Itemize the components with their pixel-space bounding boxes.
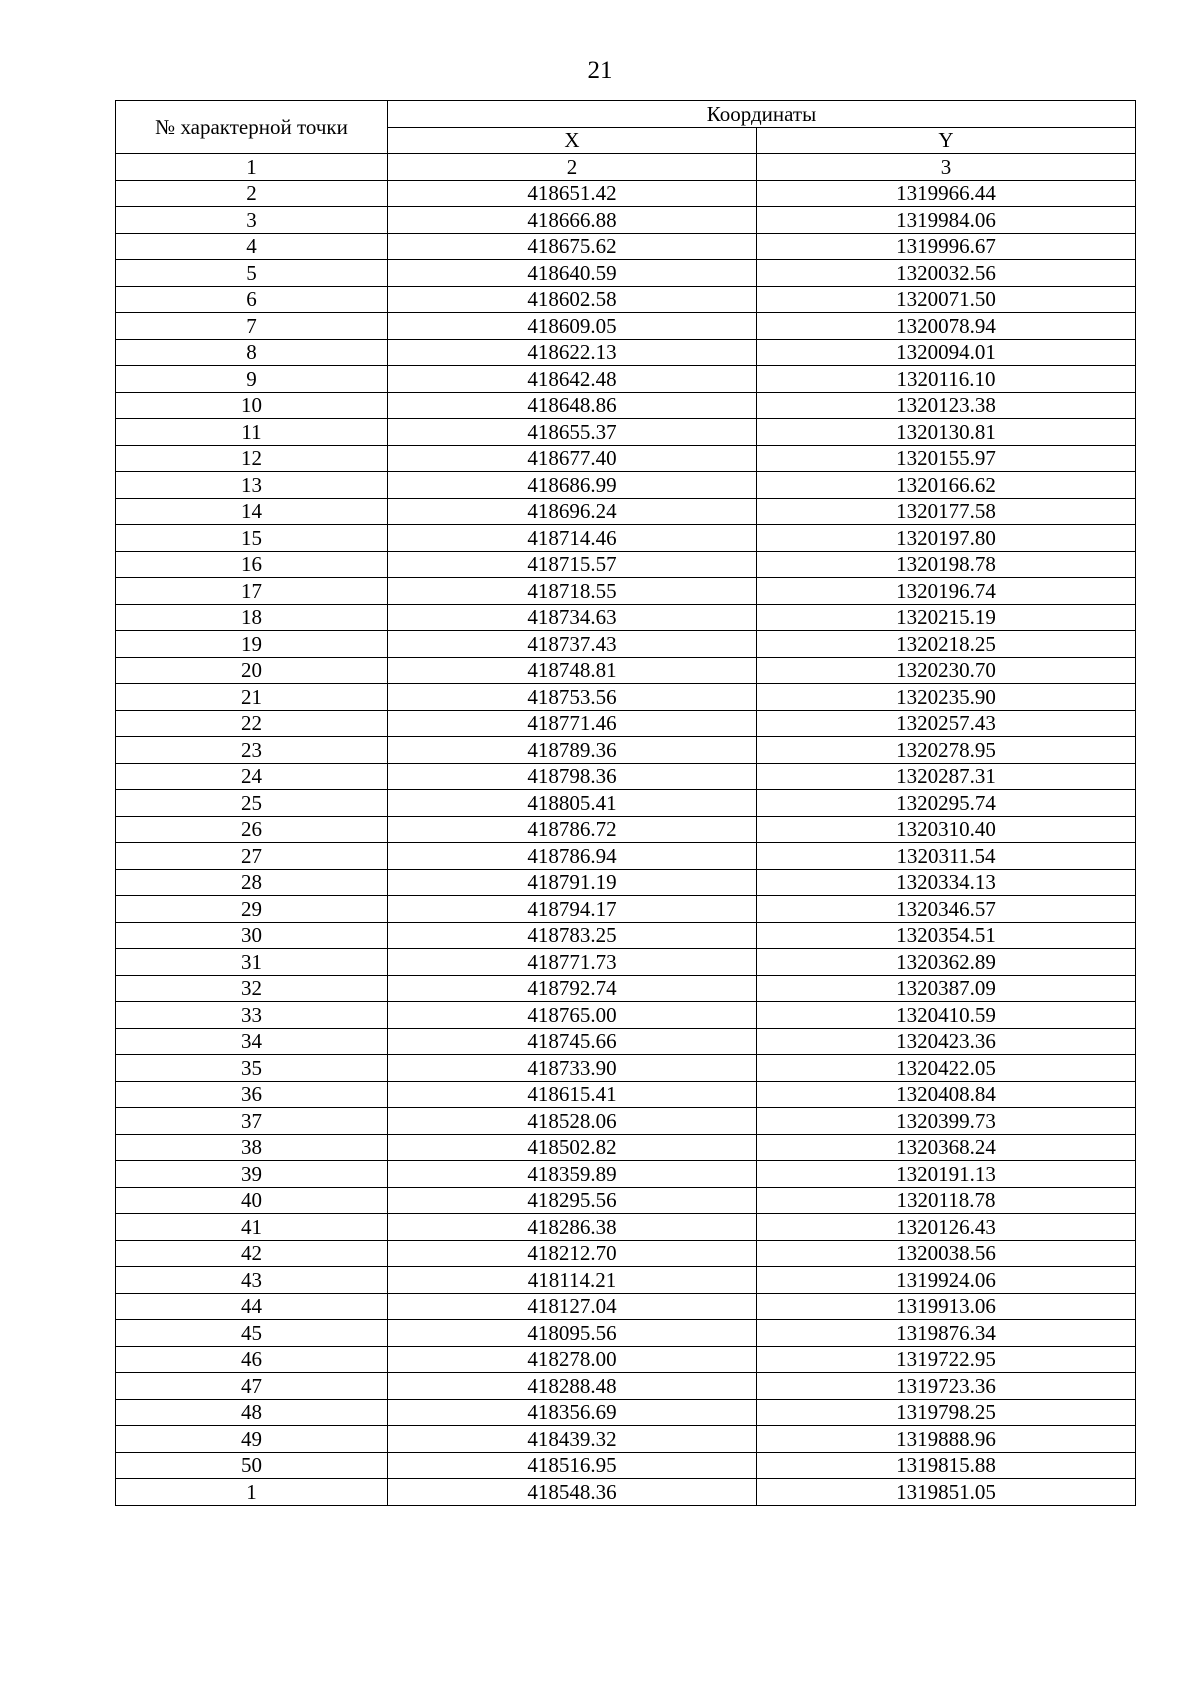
x-coordinate-cell: 418771.73 <box>388 949 757 976</box>
table-row <box>116 1240 1136 1267</box>
x-coordinate-cell: 418786.94 <box>388 843 757 870</box>
table-row <box>116 419 1136 446</box>
table-row <box>116 975 1136 1002</box>
point-number-cell: 39 <box>116 1161 388 1188</box>
point-number-cell: 9 <box>116 366 388 393</box>
x-coordinate-cell: 418295.56 <box>388 1187 757 1214</box>
y-coordinate-cell: 1320423.36 <box>757 1028 1136 1055</box>
table-row <box>116 790 1136 817</box>
table-row <box>116 657 1136 684</box>
y-coordinate-cell: 1320287.31 <box>757 763 1136 790</box>
x-coordinate-cell: 418798.36 <box>388 763 757 790</box>
x-coordinate-cell: 418696.24 <box>388 498 757 525</box>
y-coordinate-cell: 1320230.70 <box>757 657 1136 684</box>
table-row <box>116 922 1136 949</box>
y-coordinate-cell: 1319996.67 <box>757 233 1136 260</box>
point-number-cell: 10 <box>116 392 388 419</box>
point-number-cell: 46 <box>116 1346 388 1373</box>
table-row <box>116 233 1136 260</box>
y-coordinate-cell: 1319888.96 <box>757 1426 1136 1453</box>
x-coordinate-cell: 418786.72 <box>388 816 757 843</box>
y-coordinate-cell: 1320118.78 <box>757 1187 1136 1214</box>
y-coordinate-cell: 1320032.56 <box>757 260 1136 287</box>
table-row <box>116 949 1136 976</box>
y-coordinate-cell: 1320123.38 <box>757 392 1136 419</box>
x-coordinate-cell: 418715.57 <box>388 551 757 578</box>
table-row <box>116 551 1136 578</box>
y-coordinate-cell: 1320368.24 <box>757 1134 1136 1161</box>
point-number-cell: 14 <box>116 498 388 525</box>
table-row <box>116 1161 1136 1188</box>
table-row <box>116 445 1136 472</box>
table-row <box>116 604 1136 631</box>
point-number-cell: 21 <box>116 684 388 711</box>
table-row <box>116 1293 1136 1320</box>
y-coordinate-cell: 1320197.80 <box>757 525 1136 552</box>
y-coordinate-cell: 1320295.74 <box>757 790 1136 817</box>
column-numbers-row <box>116 154 1136 181</box>
point-number-cell: 49 <box>116 1426 388 1453</box>
y-coordinate-cell: 1320387.09 <box>757 975 1136 1002</box>
y-coordinate-cell: 1320362.89 <box>757 949 1136 976</box>
point-number-cell: 38 <box>116 1134 388 1161</box>
point-number-cell: 6 <box>116 286 388 313</box>
point-number-cell: 32 <box>116 975 388 1002</box>
point-number-cell: 23 <box>116 737 388 764</box>
table-row <box>116 631 1136 658</box>
point-number-cell: 25 <box>116 790 388 817</box>
x-coordinate-cell: 418651.42 <box>388 180 757 207</box>
point-number-cell: 13 <box>116 472 388 499</box>
point-number-cell: 15 <box>116 525 388 552</box>
column-number: 1 <box>116 154 388 181</box>
point-number-cell: 28 <box>116 869 388 896</box>
point-number-cell: 3 <box>116 207 388 234</box>
point-number-cell: 42 <box>116 1240 388 1267</box>
table-body <box>116 180 1136 1505</box>
x-coordinate-cell: 418765.00 <box>388 1002 757 1029</box>
point-number-cell: 31 <box>116 949 388 976</box>
table-row <box>116 1214 1136 1241</box>
y-coordinate-cell: 1320038.56 <box>757 1240 1136 1267</box>
y-coordinate-cell: 1320166.62 <box>757 472 1136 499</box>
point-number-cell: 8 <box>116 339 388 366</box>
y-coordinate-cell: 1320346.57 <box>757 896 1136 923</box>
x-coordinate-cell: 418677.40 <box>388 445 757 472</box>
x-coordinate-cell: 418622.13 <box>388 339 757 366</box>
table-row <box>116 286 1136 313</box>
table-row <box>116 1479 1136 1506</box>
point-number-cell: 20 <box>116 657 388 684</box>
point-number-cell: 17 <box>116 578 388 605</box>
table-row <box>116 869 1136 896</box>
table-row <box>116 472 1136 499</box>
point-number-cell: 7 <box>116 313 388 340</box>
table-row <box>116 1028 1136 1055</box>
y-coordinate-cell: 1320278.95 <box>757 737 1136 764</box>
y-coordinate-cell: 1320126.43 <box>757 1214 1136 1241</box>
point-number-cell: 33 <box>116 1002 388 1029</box>
y-coordinate-cell: 1320078.94 <box>757 313 1136 340</box>
table-row <box>116 1452 1136 1479</box>
point-number-cell: 35 <box>116 1055 388 1082</box>
table-row <box>116 1373 1136 1400</box>
point-number-cell: 50 <box>116 1452 388 1479</box>
y-coordinate-cell: 1320408.84 <box>757 1081 1136 1108</box>
x-coordinate-cell: 418805.41 <box>388 790 757 817</box>
x-coordinate-cell: 418615.41 <box>388 1081 757 1108</box>
table-row <box>116 260 1136 287</box>
x-coordinate-cell: 418548.36 <box>388 1479 757 1506</box>
x-coordinate-cell: 418686.99 <box>388 472 757 499</box>
y-coordinate-cell: 1319722.95 <box>757 1346 1136 1373</box>
point-number-cell: 11 <box>116 419 388 446</box>
y-coordinate-cell: 1319798.25 <box>757 1399 1136 1426</box>
point-number-cell: 24 <box>116 763 388 790</box>
y-header: Y <box>757 127 1136 154</box>
x-coordinate-cell: 418516.95 <box>388 1452 757 1479</box>
table-row <box>116 1267 1136 1294</box>
x-coordinate-cell: 418753.56 <box>388 684 757 711</box>
y-coordinate-cell: 1320311.54 <box>757 843 1136 870</box>
table-row <box>116 180 1136 207</box>
table-row <box>116 710 1136 737</box>
x-coordinate-cell: 418288.48 <box>388 1373 757 1400</box>
x-coordinate-cell: 418783.25 <box>388 922 757 949</box>
x-coordinate-cell: 418791.19 <box>388 869 757 896</box>
x-header: X <box>388 127 757 154</box>
x-coordinate-cell: 418502.82 <box>388 1134 757 1161</box>
table-row <box>116 1134 1136 1161</box>
x-coordinate-cell: 418789.36 <box>388 737 757 764</box>
table-row <box>116 1055 1136 1082</box>
table-row <box>116 578 1136 605</box>
point-number-cell: 43 <box>116 1267 388 1294</box>
point-number-cell: 47 <box>116 1373 388 1400</box>
x-coordinate-cell: 418359.89 <box>388 1161 757 1188</box>
point-number-cell: 27 <box>116 843 388 870</box>
table-row <box>116 1426 1136 1453</box>
point-number-cell: 48 <box>116 1399 388 1426</box>
point-number-cell: 18 <box>116 604 388 631</box>
x-coordinate-cell: 418356.69 <box>388 1399 757 1426</box>
y-coordinate-cell: 1320198.78 <box>757 551 1136 578</box>
y-coordinate-cell: 1320116.10 <box>757 366 1136 393</box>
y-coordinate-cell: 1320177.58 <box>757 498 1136 525</box>
x-coordinate-cell: 418648.86 <box>388 392 757 419</box>
x-coordinate-cell: 418714.46 <box>388 525 757 552</box>
table-row <box>116 1081 1136 1108</box>
x-coordinate-cell: 418278.00 <box>388 1346 757 1373</box>
x-coordinate-cell: 418771.46 <box>388 710 757 737</box>
y-coordinate-cell: 1320094.01 <box>757 339 1136 366</box>
x-coordinate-cell: 418127.04 <box>388 1293 757 1320</box>
x-coordinate-cell: 418528.06 <box>388 1108 757 1135</box>
y-coordinate-cell: 1320422.05 <box>757 1055 1136 1082</box>
x-coordinate-cell: 418640.59 <box>388 260 757 287</box>
table-row <box>116 366 1136 393</box>
table-row <box>116 763 1136 790</box>
y-coordinate-cell: 1320257.43 <box>757 710 1136 737</box>
point-number-cell: 30 <box>116 922 388 949</box>
y-coordinate-cell: 1319966.44 <box>757 180 1136 207</box>
table-row <box>116 1346 1136 1373</box>
point-number-cell: 34 <box>116 1028 388 1055</box>
table-row <box>116 1108 1136 1135</box>
y-coordinate-cell: 1320196.74 <box>757 578 1136 605</box>
x-coordinate-cell: 418655.37 <box>388 419 757 446</box>
x-coordinate-cell: 418794.17 <box>388 896 757 923</box>
x-coordinate-cell: 418642.48 <box>388 366 757 393</box>
y-coordinate-cell: 1319815.88 <box>757 1452 1136 1479</box>
point-number-cell: 4 <box>116 233 388 260</box>
point-number-cell: 26 <box>116 816 388 843</box>
table-row <box>116 737 1136 764</box>
x-coordinate-cell: 418734.63 <box>388 604 757 631</box>
y-coordinate-cell: 1320354.51 <box>757 922 1136 949</box>
x-coordinate-cell: 418737.43 <box>388 631 757 658</box>
point-number-header: № характерной точки <box>116 101 388 154</box>
point-number-cell: 12 <box>116 445 388 472</box>
coordinates-table <box>115 100 1136 1506</box>
table-header <box>116 101 1136 181</box>
y-coordinate-cell: 1320399.73 <box>757 1108 1136 1135</box>
y-coordinate-cell: 1320334.13 <box>757 869 1136 896</box>
y-coordinate-cell: 1320071.50 <box>757 286 1136 313</box>
y-coordinate-cell: 1320215.19 <box>757 604 1136 631</box>
point-number-cell: 5 <box>116 260 388 287</box>
x-coordinate-cell: 418666.88 <box>388 207 757 234</box>
x-coordinate-cell: 418792.74 <box>388 975 757 1002</box>
table-row <box>116 1399 1136 1426</box>
point-number-cell: 22 <box>116 710 388 737</box>
table-row <box>116 392 1136 419</box>
x-coordinate-cell: 418212.70 <box>388 1240 757 1267</box>
table-row <box>116 525 1136 552</box>
point-number-cell: 37 <box>116 1108 388 1135</box>
column-number: 2 <box>388 154 757 181</box>
table-row <box>116 339 1136 366</box>
y-coordinate-cell: 1319924.06 <box>757 1267 1136 1294</box>
x-coordinate-cell: 418095.56 <box>388 1320 757 1347</box>
table-row <box>116 1320 1136 1347</box>
column-number: 3 <box>757 154 1136 181</box>
y-coordinate-cell: 1320191.13 <box>757 1161 1136 1188</box>
x-coordinate-cell: 418602.58 <box>388 286 757 313</box>
point-number-cell: 16 <box>116 551 388 578</box>
x-coordinate-cell: 418733.90 <box>388 1055 757 1082</box>
y-coordinate-cell: 1320130.81 <box>757 419 1136 446</box>
point-number-cell: 1 <box>116 1479 388 1506</box>
y-coordinate-cell: 1319913.06 <box>757 1293 1136 1320</box>
point-number-cell: 2 <box>116 180 388 207</box>
table-row <box>116 843 1136 870</box>
y-coordinate-cell: 1319876.34 <box>757 1320 1136 1347</box>
table-row <box>116 207 1136 234</box>
table-row <box>116 1002 1136 1029</box>
point-number-cell: 19 <box>116 631 388 658</box>
point-number-cell: 29 <box>116 896 388 923</box>
y-coordinate-cell: 1320218.25 <box>757 631 1136 658</box>
y-coordinate-cell: 1320155.97 <box>757 445 1136 472</box>
x-coordinate-cell: 418114.21 <box>388 1267 757 1294</box>
x-coordinate-cell: 418745.66 <box>388 1028 757 1055</box>
x-coordinate-cell: 418609.05 <box>388 313 757 340</box>
table-row <box>116 313 1136 340</box>
point-number-cell: 45 <box>116 1320 388 1347</box>
x-coordinate-cell: 418748.81 <box>388 657 757 684</box>
page-number: 21 <box>587 57 613 84</box>
y-coordinate-cell: 1320235.90 <box>757 684 1136 711</box>
point-number-cell: 44 <box>116 1293 388 1320</box>
header-row <box>116 101 1136 128</box>
table-row <box>116 896 1136 923</box>
x-coordinate-cell: 418439.32 <box>388 1426 757 1453</box>
point-number-cell: 41 <box>116 1214 388 1241</box>
point-number-cell: 40 <box>116 1187 388 1214</box>
table-row <box>116 1187 1136 1214</box>
y-coordinate-cell: 1319851.05 <box>757 1479 1136 1506</box>
y-coordinate-cell: 1319723.36 <box>757 1373 1136 1400</box>
point-number-cell: 36 <box>116 1081 388 1108</box>
y-coordinate-cell: 1320310.40 <box>757 816 1136 843</box>
x-coordinate-cell: 418718.55 <box>388 578 757 605</box>
table-row <box>116 684 1136 711</box>
table-row <box>116 816 1136 843</box>
y-coordinate-cell: 1320410.59 <box>757 1002 1136 1029</box>
coordinates-header: Координаты <box>388 101 1136 128</box>
x-coordinate-cell: 418286.38 <box>388 1214 757 1241</box>
x-coordinate-cell: 418675.62 <box>388 233 757 260</box>
table-row <box>116 498 1136 525</box>
y-coordinate-cell: 1319984.06 <box>757 207 1136 234</box>
